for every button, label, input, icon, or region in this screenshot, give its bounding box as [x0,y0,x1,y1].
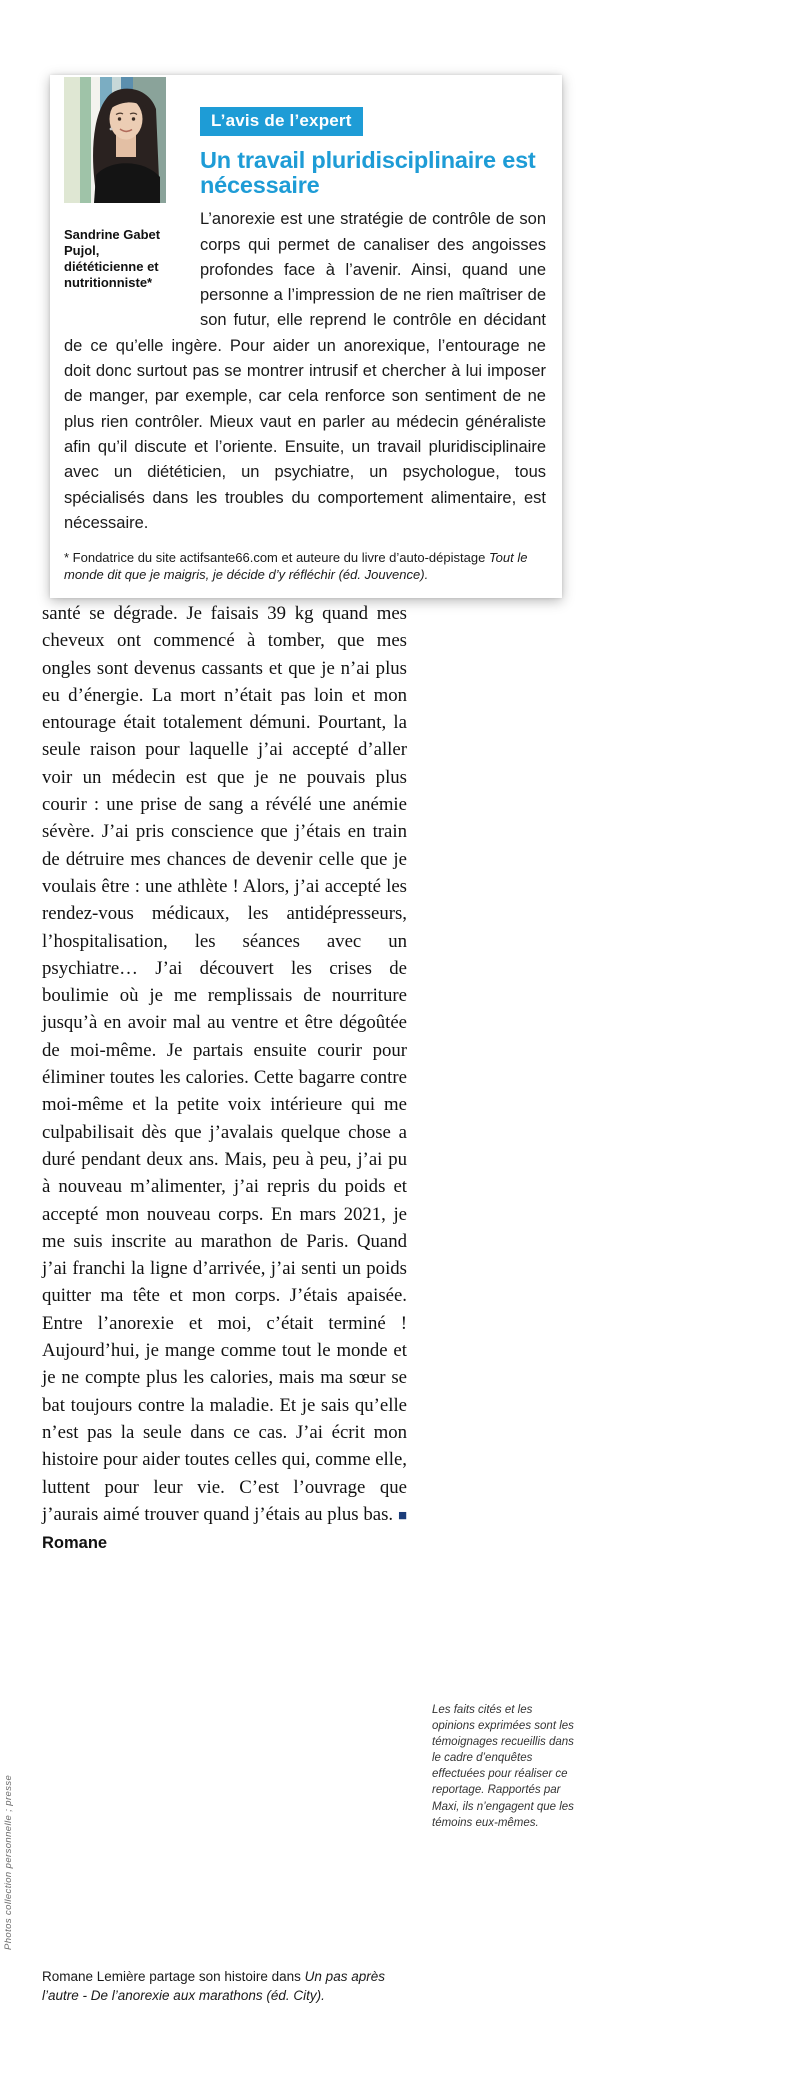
expert-author [64,227,186,290]
expert-badge: L’avis de l’expert [200,107,363,136]
photo-credit: Photos collection personnelle ; presse [3,1774,14,1950]
expert-body-text: L’anorexie est une stratégie de contrôle de son corps qui permet de canaliser des angoisses profondes face à l’avenir. Ainsi, quand une personne a l’impression de ne rien maîtriser de son futur, elle reprend le contrôle en décidant de ce qu’elle ingère. Pour aider un anorexique, l’entourage ne doit donc surtout pas se montrer intrusif et chercher à lui imposer de manger, par exemple, car cela renforce son sentiment de ne plus rien contrôler. Mieux vaut en parler au médecin généraliste afin qu’il discute et l’oriente. Ensuite, un travail pluridisciplinaire avec un diététicien, un psychiatre, un psychologue, tous spécialisés dans les troubles du comportement alimentaire, est nécessaire. [64,210,546,532]
expert-footnote [64,549,546,584]
article-body [42,600,407,1557]
expert-footnote-book-title: Tout le monde dit que je maigris, je décide d’y réfléchir (éd. Jouvence). [64,550,528,583]
book-credit [42,1968,407,2005]
expert-box [50,75,562,598]
expert-author-name: Sandrine Gabet Pujol, [64,227,161,258]
expert-author-role: diététicienne et nutritionniste* [64,258,159,290]
article-signature: Romane [42,1534,108,1553]
disclaimer-note: Les faits cités et les opinions exprimées sont les témoignages recueillis dans le cadre d’enquêtes effectuées pour réaliser ce reportage. Rapportés par Maxi, ils n’engagent que les témoins eux-mêmes. [432,1704,574,1829]
expert-portrait-photo [64,77,166,203]
expert-box-left-column [64,77,186,309]
book-credit-title: Un pas après l’autre - De l’anorexie aux marathons (éd. City). [42,1969,385,2003]
expert-title: Un travail pluridisciplinaire est nécessaire [200,147,536,199]
book-credit-text: Romane Lemière partage son histoire dans [42,1969,301,1984]
expert-footnote-text: * Fondatrice du site actifsante66.com et auteure du livre d’auto-dépistage [64,550,486,566]
article-text: santé se dégrade. Je faisais 39 kg quand mes cheveux ont commencé à tomber, que mes ongles sont devenus cassants et que je n’ai plus eu d’énergie. La mort n’était pas loin et mon entourage était totalement démuni. Pourtant, la seule raison pour laquelle j’ai accepté d’aller voir un médecin est que je ne pouvais plus courir : une prise de sang a révélé une anémie sévère. J’ai pris conscience que j’étais en train de détruire mes chances de devenir celle que je voulais être : une athlète ! Alors, j’ai accepté les rendez-vous médicaux, les antidépresseurs, l’hospitalisation, les séances avec un psychiatre… J’ai découvert les crises de boulimie où je me remplissais de nourriture jusqu’à en avoir mal au ventre et être dégoûtée de moi-même. Je partais ensuite courir pour éliminer toutes les calories. Cette bagarre contre moi-même et la petite voix intérieure qui me culpabilisait dès que j’avalais quelque chose a duré pendant deux ans. Mais, peu à peu, j’ai pu à nouveau m’alimenter, j’ai repris du poids et accepté mon nouveau corps. En mars 2021, je me suis inscrite au marathon de Paris. Quand j’ai franchi la ligne d’arrivée, j’ai senti un poids quitter ma tête et mon corps. J’étais apaisée. Entre l’anorexie et moi, c’était terminé ! Aujourd’hui, je mange comme tout le monde et je ne compte plus les calories, mais ma sœur se bat toujours contre la maladie. Et je sais qu’elle n’est pas la seule dans ce cas. J’ai écrit mon histoire pour aider toutes celles qui, comme elle, luttent pour leur vie. C’est l’ouvrage que j’aurais aimé trouver quand j’étais au plus bas. [42,603,407,1525]
end-square-icon: ■ [397,1506,407,1524]
